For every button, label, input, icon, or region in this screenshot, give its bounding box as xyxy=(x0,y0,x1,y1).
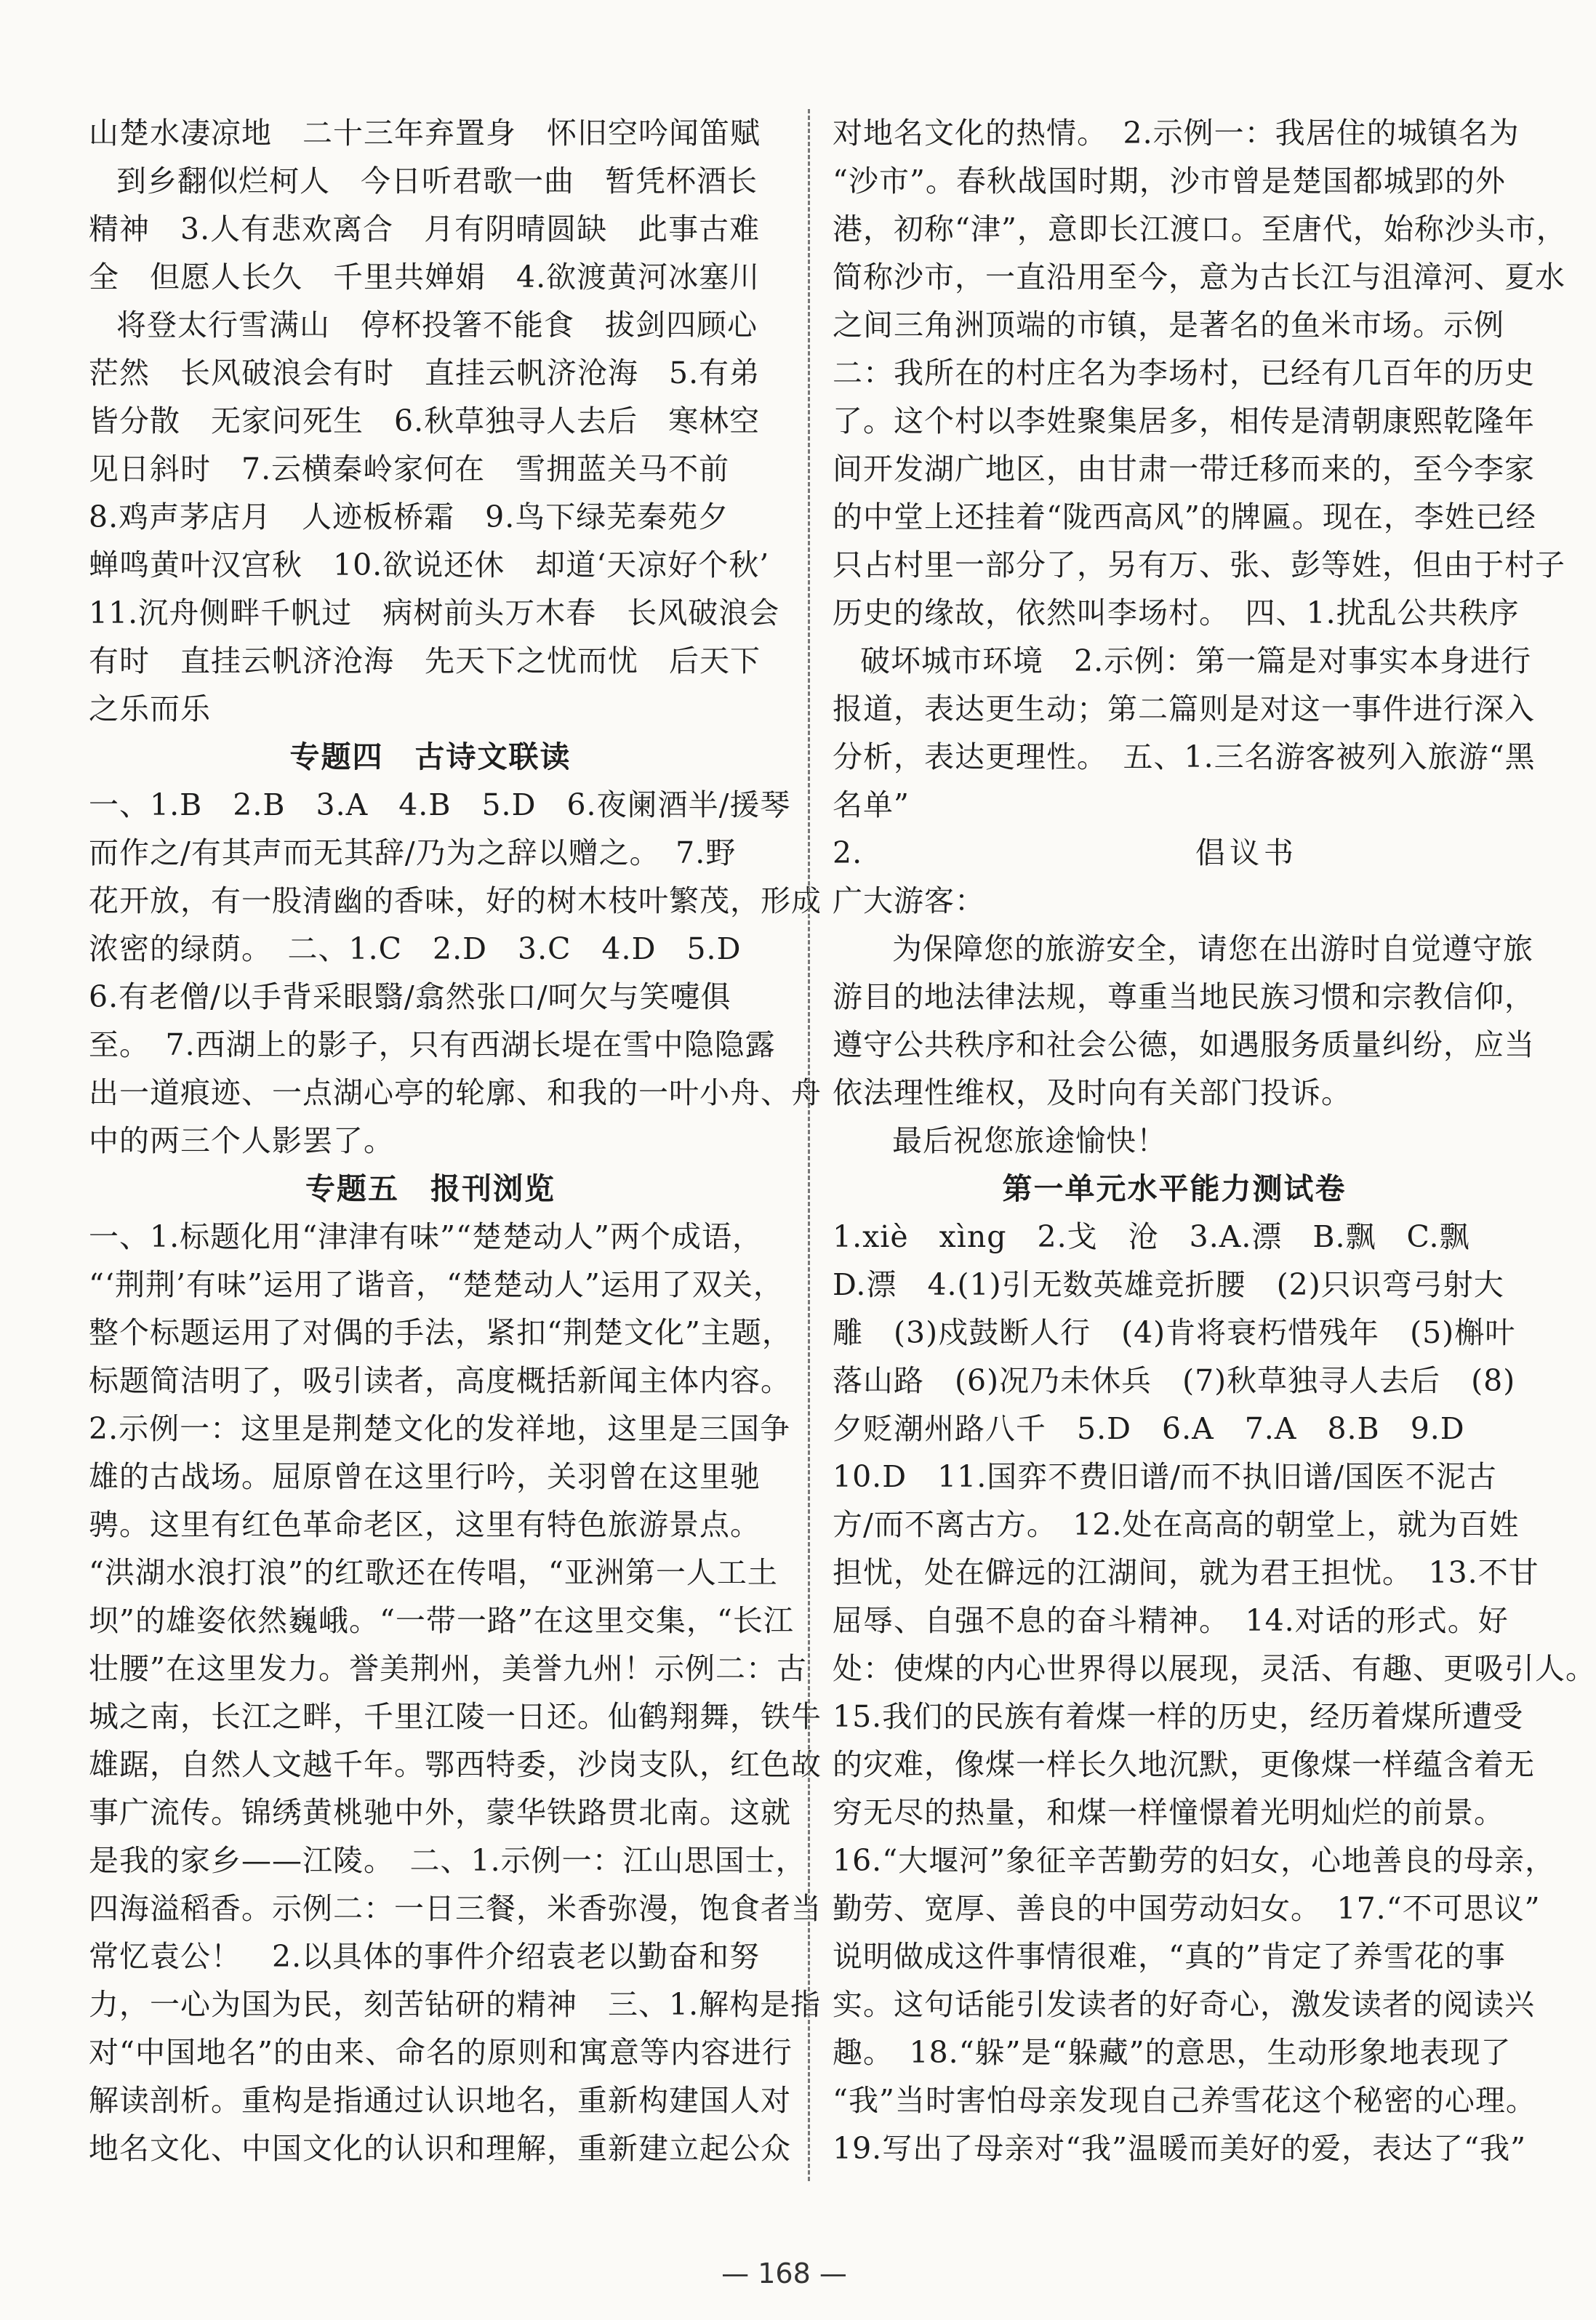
text-line: 整个标题运用了对偶的手法，紧扣“荆楚文化”主题， xyxy=(89,1315,793,1350)
text-line: 雄的古战场。屈原曾在这里行吟，关羽曾在这里驰 xyxy=(89,1459,761,1494)
text-line: 中的两三个人影罢了。 xyxy=(89,1123,394,1158)
text-line: 标题简洁明了，吸引读者，高度概括新闻主体内容。 xyxy=(89,1363,791,1398)
text-line: “‘荆荆’有味”运用了谐音，“楚楚动人”运用了双关， xyxy=(89,1267,784,1302)
text-line: 落山路 (6)况乃未休兵 (7)秋草独寻人去后 (8) xyxy=(833,1363,1516,1398)
text-line: 四海溢稻香。示例二：一日三餐，米香弥漫，饱食者当 xyxy=(89,1891,822,1926)
text-line: 的中堂上还挂着“陇西高风”的牌匾。现在，李姓已经 xyxy=(833,499,1536,534)
text-line: 骋。这里有红色革命老区，这里有特色旅游景点。 xyxy=(89,1507,761,1542)
text-line: 至。 7.西湖上的影子，只有西湖长堤在雪中隐隐露 xyxy=(89,1027,776,1062)
text-line: 实。这句话能引发读者的好奇心，激发读者的阅读兴 xyxy=(833,1987,1535,2022)
text-line: 一、1.B 2.B 3.A 4.B 5.D 6.夜阑酒半/援琴 xyxy=(89,787,791,822)
text-line: 城之南，长江之畔，千里江陵一日还。仙鹤翔舞，铁牛 xyxy=(89,1699,822,1734)
text-line: 之乐而乐 xyxy=(89,691,211,726)
text-line: 一、1.标题化用“津津有味”“楚楚动人”两个成语， xyxy=(89,1219,763,1254)
text-line: 说明做成这件事情很难，“真的”肯定了养雪花的事 xyxy=(833,1939,1506,1974)
text-line: 壮腰”在这里发力。誉美荆州，美誉九州！示例二：古 xyxy=(89,1651,807,1686)
text-line: 10.D 11.国弈不费旧谱/而不执旧谱/国医不泥古 xyxy=(833,1459,1497,1494)
text-line: 破坏城市环境 2.示例：第一篇是对事实本身进行 xyxy=(860,643,1532,678)
text-line: 解读剖析。重构是指通过认识地名，重新构建国人对 xyxy=(89,2083,791,2118)
text-line: 简称沙市，一直沿用至今，意为古长江与沮漳河、夏水 xyxy=(833,260,1565,294)
text-line: 广大游客： xyxy=(833,883,985,918)
text-line: 之间三角洲顶端的市镇，是著名的鱼米市场。示例 xyxy=(833,308,1504,342)
text-line: 到乡翻似烂柯人 今日听君歌一曲 暂凭杯酒长 xyxy=(116,164,758,198)
text-line: 对地名文化的热情。 2.示例一：我居住的城镇名为 xyxy=(833,116,1520,150)
text-line: 历史的缘故，依然叫李场村。 四、1.扰乱公共秩序 xyxy=(833,595,1520,630)
text-line: 2.示例一：这里是荆楚文化的发祥地，这里是三国争 xyxy=(89,1411,791,1446)
text-line: 只占村里一部分了，另有万、张、彭等姓，但由于村子 xyxy=(833,547,1565,582)
text-line: 将登太行雪满山 停杯投箸不能食 拔剑四顾心 xyxy=(116,308,758,342)
text-line: 1.xiè xìng 2.戈 沧 3.A.漂 B.飘 C.飘 xyxy=(833,1219,1470,1254)
text-line: “沙市”。春秋战国时期，沙市曾是楚国都城郢的外 xyxy=(833,164,1506,198)
text-line: 全 但愿人长久 千里共婵娟 4.欲渡黄河冰塞川 xyxy=(89,260,761,294)
text-line: 事广流传。锦绣黄桃驰中外，蒙华铁路贯北南。这就 xyxy=(89,1795,791,1830)
text-line: 二：我所在的村庄名为李场村，已经有几百年的历史 xyxy=(833,356,1535,390)
text-line: 游目的地法律法规，尊重当地民族习惯和宗教信仰， xyxy=(833,979,1535,1014)
text-line: 夕贬潮州路八千 5.D 6.A 7.A 8.B 9.D xyxy=(833,1411,1465,1446)
section-heading: 第一单元水平能力测试卷 xyxy=(1002,1171,1347,1206)
text-line: “我”当时害怕母亲发现自己养雪花这个秘密的心理。 xyxy=(833,2083,1536,2118)
letter-title: 倡议书 xyxy=(1195,835,1298,870)
text-line: 花开放，有一股清幽的香味，好的树木枝叶繁茂，形成 xyxy=(89,883,822,918)
text-line: 11.沉舟侧畔千帆过 病树前头万木春 长风破浪会 xyxy=(89,595,780,630)
text-line: 16.“大堰河”象征辛苦勤劳的妇女，心地善良的母亲， xyxy=(833,1843,1556,1878)
text-line: 是我的家乡——江陵。 二、1.示例一：江山思国士， xyxy=(89,1843,806,1878)
text-line: 精神 3.人有悲欢离合 月有阴晴圆缺 此事古难 xyxy=(89,212,761,246)
text-line: 浓密的绿荫。 二、1.C 2.D 3.C 4.D 5.D xyxy=(89,931,742,966)
text-line: “洪湖水浪打浪”的红歌还在传唱，“亚洲第一人工土 xyxy=(89,1555,778,1590)
column-divider xyxy=(808,109,810,2181)
text-line: 担忧，处在僻远的江湖间，就为君王担忧。 13.不甘 xyxy=(833,1555,1539,1590)
text-line: 8.鸡声茅店月 人迹板桥霜 9.鸟下绿芜秦苑夕 xyxy=(89,499,729,534)
text-line: 依法理性维权，及时向有关部门投诉。 xyxy=(833,1075,1352,1110)
text-line: 见日斜时 7.云横秦岭家何在 雪拥蓝关马不前 xyxy=(89,451,730,486)
text-line: 为保障您的旅游安全，请您在出游时自觉遵守旅 xyxy=(892,931,1533,966)
text-line: 对“中国地名”的由来、命名的原则和寓意等内容进行 xyxy=(89,2035,793,2070)
text-line: 分析，表达更理性。 五、1.三名游客被列入旅游“黑 xyxy=(833,739,1536,774)
text-line: 15.我们的民族有着煤一样的历史，经历着煤所遭受 xyxy=(833,1699,1524,1734)
text-line: 有时 直挂云帆济沧海 先天下之忧而忧 后天下 xyxy=(89,643,761,678)
text-line: 遵守公共秩序和社会公德，如遇服务质量纠纷，应当 xyxy=(833,1027,1535,1062)
text-line: 而作之/有其声而无其辞/乃为之辞以赠之。 7.野 xyxy=(89,835,737,870)
text-line: 山楚水凄凉地 二十三年弃置身 怀旧空吟闻笛赋 xyxy=(89,116,761,150)
text-line: 最后祝您旅途愉快！ xyxy=(892,1123,1167,1158)
text-line: 港，初称“津”，意即长江渡口。至唐代，始称沙头市， xyxy=(833,212,1567,246)
left-column xyxy=(89,109,822,2172)
text-line: 地名文化、中国文化的认识和理解，重新建立起公众 xyxy=(89,2131,791,2166)
letter-title-line xyxy=(833,829,1516,877)
text-line: 趣。 18.“躲”是“躲藏”的意思，生动形象地表现了 xyxy=(833,2035,1512,2070)
text-line: 报道，表达更生动；第二篇则是对这一事件进行深入 xyxy=(833,691,1535,726)
text-line: 雄踞，自然人文越千年。鄂西特委，沙岗支队，红色故 xyxy=(89,1747,822,1782)
text-line: 雕 (3)戍鼓断人行 (4)肯将衰朽惜残年 (5)槲叶 xyxy=(833,1315,1516,1350)
page-number: — 168 — xyxy=(721,2257,847,2289)
text-line: 皆分散 无家问死生 6.秋草独寻人去后 寒林空 xyxy=(89,404,761,438)
text-line: 屈辱、自强不息的奋斗精神。 14.对话的形式。好 xyxy=(833,1603,1509,1638)
text-line: 19.写出了母亲对“我”温暖而美好的爱，表达了“我” xyxy=(833,2131,1527,2166)
text-line: 穷无尽的热量，和煤一样憧憬着光明灿烂的前景。 xyxy=(833,1795,1504,1830)
text-line: 常忆袁公！ 2.以具体的事件介绍袁老以勤奋和努 xyxy=(89,1939,761,1974)
text-line: 勤劳、宽厚、善良的中国劳动妇女。 17.“不可思议” xyxy=(833,1891,1541,1926)
text-line: 的灾难，像煤一样长久地沉默，更像煤一样蕴含着无 xyxy=(833,1747,1535,1782)
text-line: 方/而不离古方。 12.处在高高的朝堂上，就为百姓 xyxy=(833,1507,1520,1542)
text-line: 茫然 长风破浪会有时 直挂云帆济沧海 5.有弟 xyxy=(89,356,761,390)
text-line: 出一道痕迹、一点湖心亭的轮廓、和我的一叶小舟、舟 xyxy=(89,1075,822,1110)
text-line: 间开发湖广地区，由甘肃一带迁移而来的，至今李家 xyxy=(833,451,1535,486)
text-line: 了。这个村以李姓聚集居多，相传是清朝康熙乾隆年 xyxy=(833,404,1535,438)
text-line: 6.有老僧/以手背采眼翳/翕然张口/呵欠与笑嚏俱 xyxy=(89,979,731,1014)
text-line: 处：使煤的内心世界得以展现，灵活、有趣、更吸引人。 xyxy=(833,1651,1596,1686)
text-line: 坝”的雄姿依然巍峨。“一带一路”在这里交集，“长江 xyxy=(89,1603,794,1638)
text-line: 名单” xyxy=(833,787,910,822)
right-column xyxy=(833,109,1596,2172)
question-number: 2. xyxy=(833,835,863,870)
section-heading: 专题五 报刊浏览 xyxy=(305,1171,556,1206)
text-line: 蝉鸣黄叶汉宫秋 10.欲说还休 却道‘天凉好个秋’ xyxy=(89,547,770,582)
text-line: 力，一心为国为民，刻苦钻研的精神 三、1.解构是指 xyxy=(89,1987,822,2022)
section-heading: 专题四 古诗文联读 xyxy=(289,739,572,774)
text-line: D.漂 4.(1)引无数英雄竞折腰 (2)只识弯弓射大 xyxy=(833,1267,1504,1302)
